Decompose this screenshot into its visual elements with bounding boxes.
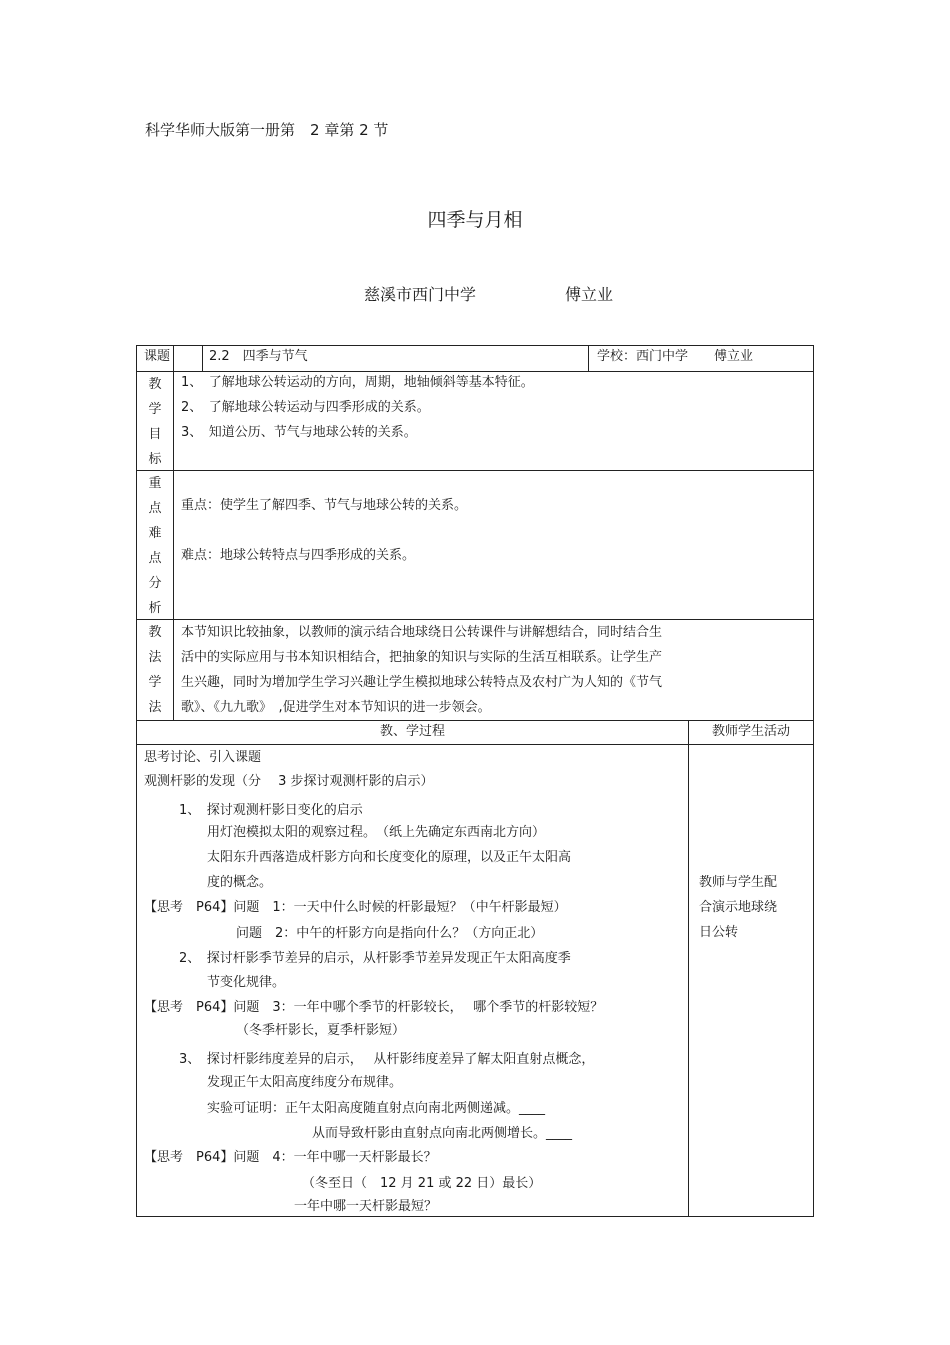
label-column-divider (173, 346, 174, 720)
document-subject-line: 科学华师大版第一册第 2 章第 2 节 (145, 121, 389, 139)
step-text: 发现正午太阳高度纬度分布规律。 (207, 1075, 403, 1090)
activity-text: 教师与学生配 合演示地球绕 日公转 (699, 875, 778, 940)
topic-label: 课题 (144, 349, 171, 364)
objective-item: 3、 知道公历、节气与地球公转的关系。 (181, 425, 417, 440)
method-paragraph: 本节知识比较抽象，以教师的演示结合地球绕日公转课件与讲解想结合，同时结合生 活中的实际应用与书本知识相结合，把抽象的知识与实际的生活互相联系。让学生产 生兴趣，同时为增加学生学习兴趣让学生模拟地球公转特点及农村广为人知的《节气 歌》、《九九歌》 ,促进学生对本节知识的进一步领会。 (181, 625, 663, 715)
row-divider (137, 371, 813, 372)
step-text: 3、 探讨杆影纬度差异的启示， 从杆影纬度差异了解太阳直射点概念， (179, 1052, 595, 1067)
process-header: 教、学过程 (379, 724, 445, 739)
method-label: 教 法 学 法 (148, 625, 162, 715)
step-text: 度的概念。 (207, 875, 273, 890)
document-title: 四季与月相 (427, 209, 523, 231)
think-answer: （冬季杆影长，夏季杆影短） (236, 1023, 406, 1038)
think-question: 一年中哪一天杆影最短？ (294, 1199, 438, 1214)
school-divider (588, 346, 589, 371)
row-divider (137, 744, 813, 745)
think-question: 【思考 P64】问题 4：一年中哪一天杆影最长？ (144, 1150, 437, 1165)
experiment-text: 实验可证明：正午太阳高度随直射点向南北两侧递减。____ (207, 1101, 546, 1116)
think-question: 问题 2：中午的杆影方向是指向什么？（方向正北） (236, 926, 544, 941)
lesson-plan-table (136, 345, 814, 1217)
topic-value: 2.2 四季与节气 (209, 349, 308, 364)
objectives-label: 教 学 目 标 (148, 377, 162, 467)
school-teacher-value: 学校：西门中学 傅立业 (597, 349, 754, 364)
think-question: 【思考 P64】问题 1：一天中什么时候的杆影最短？（中午杆影最短） (144, 900, 567, 915)
difficult-point-text: 难点：地球公转特点与四季形成的关系。 (181, 548, 416, 563)
step-text: 用灯泡模拟太阳的观察过程。 （纸上先确定东西南北方向） (207, 825, 546, 840)
key-point-text: 重点：使学生了解四季、节气与地球公转的关系。 (181, 498, 468, 513)
objective-item: 2、 了解地球公转运动与四季形成的关系。 (181, 400, 430, 415)
step-title: 1、 探讨观测杆影日变化的启示 (179, 803, 363, 818)
intro-line: 思考讨论、引入课题 (144, 750, 262, 765)
intro-line: 观测杆影的发现（分 3 步探讨观测杆影的启示） (144, 774, 434, 789)
key-points-label: 重 点 难 点 分 析 (148, 476, 162, 616)
author-name: 傅立业 (565, 285, 614, 304)
row-divider (137, 470, 813, 471)
objective-item: 1、 了解地球公转运动的方向，周期，地轴倾斜等基本特征。 (181, 375, 534, 390)
think-answer: （冬至日（ 12 月 21 或 22 日）最长） (302, 1176, 542, 1191)
activity-header: 教师学生活动 (711, 724, 790, 739)
school-name: 慈溪市西门中学 (364, 285, 477, 304)
step-text: 节变化规律。 (207, 975, 286, 990)
activity-column-divider (688, 720, 689, 1217)
step-text: 2、 探讨杆影季节差异的启示，从杆影季节差异发现正午太阳高度季 (179, 951, 571, 966)
think-question: 【思考 P64】问题 3：一年中哪个季节的杆影较长， 哪个季节的杆影较短？ (144, 1000, 604, 1015)
experiment-text: 从而导致杆影由直射点向南北两侧增长。____ (312, 1126, 573, 1141)
topic-divider (202, 346, 203, 371)
row-divider (137, 720, 813, 721)
step-text: 太阳东升西落造成杆影方向和长度变化的原理，以及正午太阳高 (207, 850, 572, 865)
